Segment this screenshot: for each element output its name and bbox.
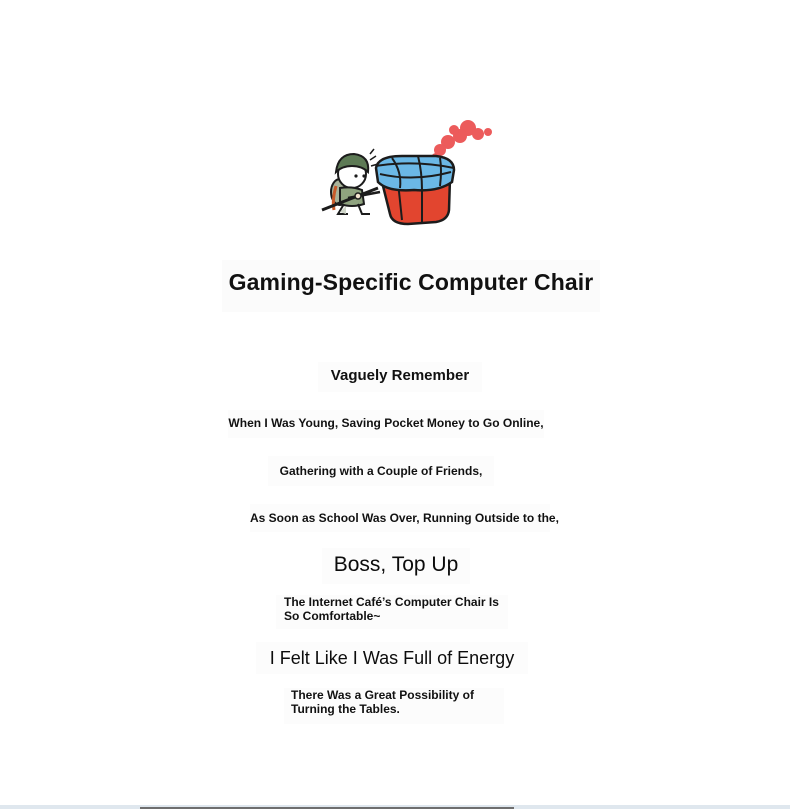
text-vaguely-remember: Vaguely Remember — [318, 362, 482, 392]
game-illustration — [318, 116, 494, 230]
text-boss-top-up: Boss, Top Up — [322, 548, 470, 584]
text-turning-tables: There Was a Great Possibility of Turning the Tables. — [284, 688, 504, 724]
text-gathering: Gathering with a Couple of Friends, — [268, 456, 494, 486]
text-cafe-chair: The Internet Café’s Computer Chair Is So Comfortable~ — [276, 595, 508, 629]
page-title: Gaming-Specific Computer Chair — [222, 260, 600, 312]
text-school-over: As Soon as School Was Over, Running Outside to the, — [250, 504, 550, 532]
supply-crate-icon — [376, 156, 454, 224]
text-full-of-energy: I Felt Like I Was Full of Energy — [256, 642, 528, 674]
text-when-young: When I Was Young, Saving Pocket Money to Go Online, — [228, 410, 544, 438]
soldier-icon — [322, 149, 380, 214]
bottom-divider — [0, 805, 790, 809]
